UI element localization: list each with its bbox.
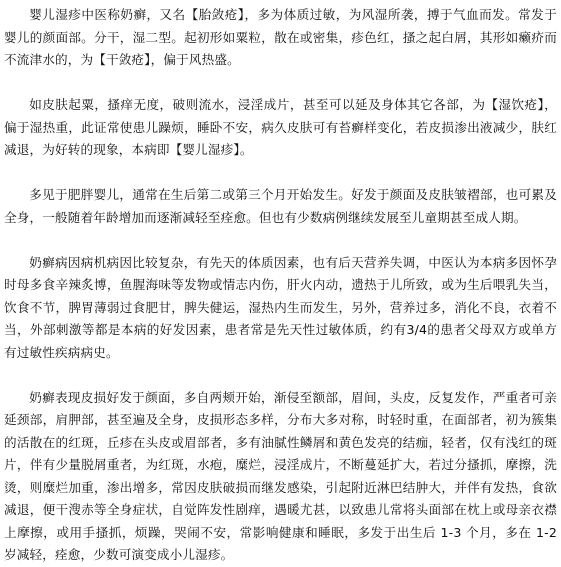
paragraph-etiology: 奶癣病因病机病因比较复杂，有先天的体质因素，也有后天营养失调，中医认为本病多因怀孕时母多食辛辣炙博，鱼腥海味等发物或情志内伤，肝火内动，遗热于儿所致，或为生后喂乳失当，饮食不节，脾胃薄弱过食肥甘，脾失健运，湿热内生而发生，另外，营养过多，消化不良，衣着不当，外部刺激等都是本病的好发因素，患者常是先天性过敏体质，约有3/4的患者父母双方或单方有过敏性疾病病史。 [4, 254, 557, 360]
paragraph-symptoms: 奶癣表现皮损好发于颜面，多自两颊开始，渐侵至额部，眉间，头皮，反复发作，严重者可亲延颈部，肩胛部，甚至遍及全身，皮损形态多样，分布大多对称，时轻时重，在面部者，初为簇集的活散在的红斑，丘疹在头皮或眉部者，多有油腻性鳞屑和黄色发亮的结痂，轻者，仅有浅红的斑片，伴有少量脱屑重者，为红斑，水疱，糜烂，浸淫成片，不断蔓延扩大，若过分搔抓，摩擦，洗烫，则糜烂加重，渗出增多，常因皮肤破损而继发感染，引起附近淋巴结肿大，并伴有发热，食欲减退，便干溲赤等全身症状，自觉阵发性剧痒，遇暖尤甚，以致患儿常将头面部在枕上或母亲衣襟上摩擦，或用手搔抓，烦躁，哭闹不安，常影响健康和睡眠，多发于出生后 1-3 个月，多在 1-2 岁减轻，痊愈，少数可演变成小儿湿疹。 [4, 389, 557, 562]
article-body [4, 4, 557, 567]
paragraph-spacer [4, 72, 557, 95]
paragraph-wet-type: 如皮肤起粟，搔痒无度，破则流水，浸淫成片，甚至可以延及身体其它各部，为【湿饮疮】，偏于湿热重，此证常使患儿躁烦，睡卧不安，病久皮肤可有苔癣样变化，若皮损渗出液减少，肤红减退，为好转的现象，本病即【婴儿湿疹】。 [4, 97, 557, 157]
paragraph-spacer [4, 364, 557, 387]
paragraph-onset: 多见于肥胖婴儿，通常在生后第二或第三个月开始发生。好发于颜面及皮肤皱褶部，也可累及全身，一般随着年龄增加而逐渐减轻至痊愈。但也有少数病例继续发展至儿童期甚至成人期。 [4, 187, 557, 225]
paragraph-spacer [4, 229, 557, 252]
paragraph-spacer [4, 162, 557, 185]
paragraph-intro: 婴儿湿疹中医称奶癣，又名【胎敛疮】，多为体质过敏，为风湿所袭，搏于气血而发。常发于婴儿的颜面部。分干，湿二型。起初形如粟粒，散在或密集，疹色红，搔之起白屑，其形如癞疥而不流津水的，为【干敛疮】，偏于风热盛。 [4, 7, 557, 67]
